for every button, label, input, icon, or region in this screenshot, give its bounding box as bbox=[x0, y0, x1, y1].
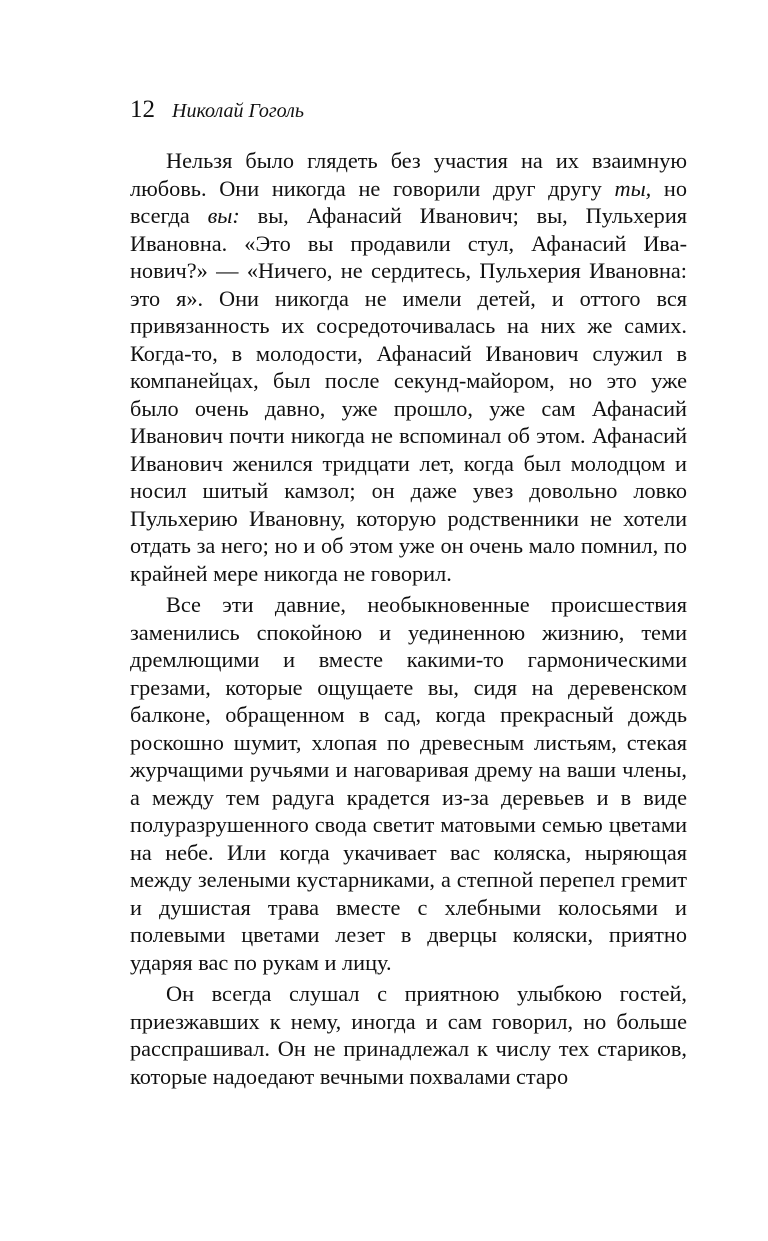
body-text bbox=[130, 147, 687, 1090]
paragraph-1 bbox=[130, 147, 687, 587]
page-number: 12 bbox=[130, 96, 155, 123]
paragraph-1-text-c: вы, Афанасий Иванович; вы, Пульхерия Ивановна. «Это вы продавили стул, Афанасий Иванович?» — «Ничего, не сердитесь, Пульхерия Ивановна: это я». Они никогда не имели детей, и оттого вся привязанность их сосредоточивалась на них же самих. Когда-то, в молодости, Афанасий Иванович служил в компанейцах, был после секунд-майором, но это уже было очень давно, уже прошло, уже сам Афанасий Иванович почти никогда не вспоминал об этом. Афанасий Иванович женился тридцати лет, когда был молодцом и носил шитый камзол; он даже увез довольно ловко Пульхерию Ивановну, которую родственники не хотели отдать за него; но и об этом уже он очень мало помнил, по крайней мере никогда не говорил. bbox=[130, 203, 688, 586]
running-head: Николай Гоголь bbox=[172, 100, 304, 122]
paragraph-1-text-b: но всегда bbox=[130, 175, 688, 228]
paragraph-2: Все эти давние, необыкновенные происшествия заменились спокойною и уединенною жизнию, теми дремлющими и вместе какими-то гармоническими грезами, которые ощущаете вы, сидя на деревенском балконе, обращенном в сад, когда прекрасный дождь роскошно шумит, хлопая по древесным листьям, стекая журчащими ручьями и наговаривая дрему на ваши члены, а между тем радуга крадется из-за деревьев и в виде полуразрушенного свода светит матовыми семью цветами на небе. Или когда укачивает вас коляска, ныряющая между зелеными кустарниками, а степной перепел гремит и душистая трава вместе с хлебными колосьями и полевыми цветами лезет в дверцы коляски, приятно ударяя вас по рукам и лицу. bbox=[130, 592, 687, 975]
emphasis-vy: вы: bbox=[207, 203, 240, 228]
paragraph-3: Он всегда слушал с приятною улыбкою гостей, приезжавших к нему, иногда и сам говорил, но больше расспрашивал. Он не принадлежал к числу тех стариков, которые надоедают вечными похвалами старо bbox=[130, 981, 687, 1089]
paragraph-1-text-a: Нельзя было глядеть без участия на их взаимную любовь. Они никогда не говорили друг другу bbox=[130, 148, 687, 201]
emphasis-ty: ты, bbox=[614, 175, 652, 201]
page-header bbox=[130, 96, 304, 126]
